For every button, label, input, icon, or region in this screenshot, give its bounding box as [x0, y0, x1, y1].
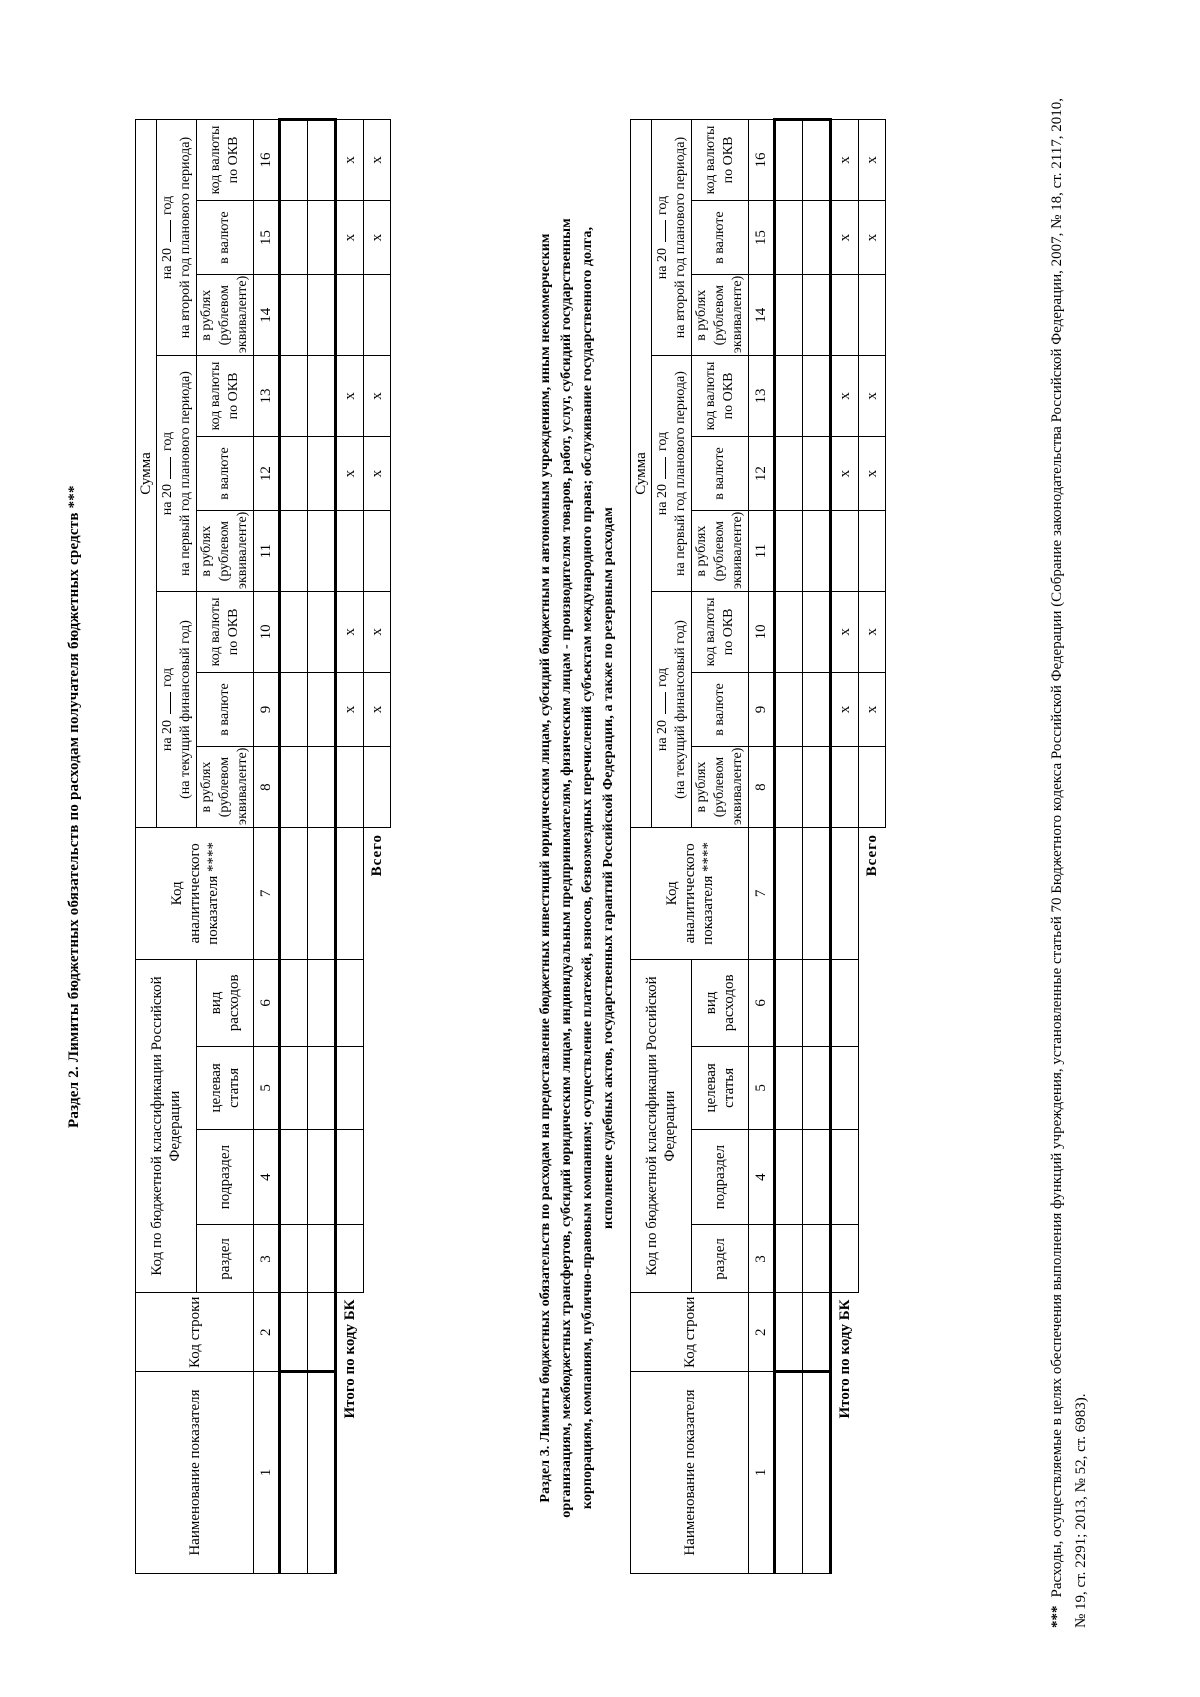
table-cell[interactable] [803, 1372, 831, 1574]
column-number: 13 [749, 356, 775, 437]
document-page [30, 28, 1170, 1668]
header-rub: в рублях (рублевом эквиваленте) [692, 275, 749, 356]
table-cell[interactable] [803, 1225, 831, 1293]
x-mark: x [831, 592, 859, 673]
table-cell[interactable] [336, 1046, 364, 1129]
x-mark: x [364, 120, 391, 201]
column-number: 3 [254, 1225, 280, 1293]
table-cell[interactable] [280, 592, 308, 673]
x-mark: x [336, 672, 364, 746]
column-number: 14 [749, 275, 775, 356]
header-rub: в рублях (рублевом эквиваленте) [692, 511, 749, 592]
x-mark: x [859, 436, 886, 510]
table-row [280, 120, 308, 1574]
column-number: 5 [254, 1046, 280, 1129]
table-cell[interactable] [775, 959, 803, 1046]
table-cell[interactable] [280, 1129, 308, 1225]
total-all-row [859, 120, 886, 1574]
table-cell[interactable] [831, 1129, 859, 1225]
table-cell[interactable] [308, 275, 336, 356]
column-number: 5 [749, 1046, 775, 1129]
total-all-label: Всего [864, 833, 881, 877]
table-cell[interactable] [775, 1293, 803, 1372]
table-cell[interactable] [280, 827, 308, 959]
table-cell[interactable] [803, 827, 831, 959]
column-number: 11 [749, 511, 775, 592]
x-mark: x [831, 120, 859, 201]
column-number: 14 [254, 275, 280, 356]
header-razdel: раздел [197, 1225, 254, 1293]
header-second-plan-year: на 20 год на второй год планового периода) [157, 120, 197, 356]
table-cell[interactable] [803, 511, 831, 592]
column-number: 8 [254, 747, 280, 828]
table-cell[interactable] [336, 747, 364, 828]
header-okv: код валюты по ОКВ [692, 120, 749, 201]
table-cell[interactable] [775, 356, 803, 437]
column-number: 2 [254, 1293, 280, 1372]
section2-table [135, 118, 391, 1574]
total-bk-row [831, 120, 859, 1574]
table-cell[interactable] [831, 1046, 859, 1129]
table-cell[interactable] [803, 356, 831, 437]
x-mark: x [831, 436, 859, 510]
header-okv: код валюты по ОКВ [692, 592, 749, 673]
column-number: 15 [749, 200, 775, 274]
table-cell[interactable] [308, 356, 336, 437]
table-cell[interactable] [280, 959, 308, 1046]
header-expense-type: вид расходов [197, 959, 254, 1046]
column-number: 10 [254, 592, 280, 673]
table-cell[interactable] [280, 436, 308, 510]
header-razdel: раздел [692, 1225, 749, 1293]
table-cell[interactable] [831, 959, 859, 1046]
table-cell[interactable] [280, 120, 308, 201]
header-okv: код валюты по ОКВ [692, 356, 749, 437]
header-analytic-code: Код аналитического показателя **** [631, 827, 749, 959]
table-cell[interactable] [280, 356, 308, 437]
table-cell[interactable] [775, 1372, 803, 1574]
header-name: Наименование показателя [631, 1372, 749, 1574]
x-mark: x [364, 672, 391, 746]
column-number: 6 [749, 959, 775, 1046]
total-all-label: Всего [369, 833, 386, 877]
header-bk-code: Код по бюджетной классификации Российской Федерации [136, 959, 197, 1293]
section2-title: Раздел 2. Лимиты бюджетных обязательств по расходам получателя бюджетных средств *** [66, 485, 82, 1128]
x-mark: x [336, 592, 364, 673]
header-target-article: целевая статья [197, 1046, 254, 1129]
table-cell[interactable] [280, 1293, 308, 1372]
header-sum: Сумма [631, 120, 652, 828]
column-number: 1 [254, 1372, 280, 1574]
column-number: 16 [254, 120, 280, 201]
table-cell[interactable] [775, 275, 803, 356]
column-number: 7 [749, 827, 775, 959]
column-number: 4 [749, 1129, 775, 1225]
header-row-code: Код строки [136, 1293, 254, 1372]
x-mark: x [859, 672, 886, 746]
table-cell[interactable] [280, 1372, 308, 1574]
column-number: 10 [749, 592, 775, 673]
section3-title: Раздел 3. Лимиты бюджетных обязательств по расходам на предоставление бюджетных инвестиций юридическим лицам, субсидий бюджетным и автономным учреждениям, иным некоммерческим организациям, межбюджетных трансфертов, субсидий юридическим лицам, индивидуальным предпринимателям, физическим лицам - производителям товаров, работ, услуг, субсидий государственным корпорациям, компаниям, публично-правовым компаниям; осуществление платежей, взносов, безвозмездных перечислений субъектам международного права; обслуживание государственного долга, исполнение судебных актов, государственных гарантий Российской Федерации, а также по резервным расходам [538, 218, 616, 1518]
column-number: 16 [749, 120, 775, 201]
x-mark: x [859, 356, 886, 437]
table-cell[interactable] [803, 436, 831, 510]
table-cell[interactable] [775, 672, 803, 746]
table-cell[interactable] [336, 275, 364, 356]
x-mark: x [859, 592, 886, 673]
column-number: 12 [749, 436, 775, 510]
header-podrazdel: подраздел [197, 1129, 254, 1225]
table-cell[interactable] [775, 1225, 803, 1293]
x-mark: x [364, 436, 391, 510]
x-mark: x [364, 592, 391, 673]
header-bk-code: Код по бюджетной классификации Российской Федерации [631, 959, 692, 1293]
header-currency: в валюте [692, 436, 749, 510]
header-rub: в рублях (рублевом эквиваленте) [197, 747, 254, 828]
total-bk-row [336, 120, 364, 1574]
table-cell[interactable] [775, 592, 803, 673]
table-cell[interactable] [803, 1046, 831, 1129]
column-number: 9 [254, 672, 280, 746]
header-currency: в валюте [197, 672, 254, 746]
table-cell[interactable] [280, 1225, 308, 1293]
header-name: Наименование показателя [136, 1372, 254, 1574]
table-row [775, 120, 803, 1574]
column-number: 3 [749, 1225, 775, 1293]
header-rub: в рублях (рублевом эквиваленте) [692, 747, 749, 828]
column-number: 2 [749, 1293, 775, 1372]
table-cell[interactable] [775, 747, 803, 828]
table-row [308, 120, 336, 1574]
table-cell[interactable] [336, 959, 364, 1046]
column-number: 12 [254, 436, 280, 510]
x-mark: x [336, 356, 364, 437]
footnote [1045, 88, 1093, 1628]
header-okv: код валюты по ОКВ [197, 592, 254, 673]
table-cell[interactable] [775, 511, 803, 592]
table-cell[interactable] [859, 275, 886, 356]
header-currency: в валюте [197, 436, 254, 510]
table-cell[interactable] [280, 1046, 308, 1129]
table-cell[interactable] [308, 436, 336, 510]
x-mark: x [336, 436, 364, 510]
table-cell[interactable] [831, 511, 859, 592]
x-mark: x [831, 200, 859, 274]
x-mark: x [859, 120, 886, 201]
table-cell[interactable] [803, 592, 831, 673]
table-cell[interactable] [775, 120, 803, 201]
x-mark: x [336, 120, 364, 201]
x-mark: x [364, 200, 391, 274]
table-cell[interactable] [364, 747, 391, 828]
header-first-plan-year: на 20 год на первый год планового периода) [652, 356, 692, 592]
table-cell[interactable] [308, 511, 336, 592]
header-okv: код валюты по ОКВ [197, 356, 254, 437]
table-cell[interactable] [775, 436, 803, 510]
column-number: 9 [749, 672, 775, 746]
header-first-plan-year: на 20 год на первый год планового периода) [157, 356, 197, 592]
table-cell[interactable] [336, 1225, 364, 1293]
x-mark: x [336, 200, 364, 274]
table-cell[interactable] [280, 511, 308, 592]
header-analytic-code: Код аналитического показателя **** [136, 827, 254, 959]
table-cell[interactable] [831, 827, 859, 959]
header-current-year: на 20 год (на текущий финансовый год) [652, 592, 692, 828]
header-rub: в рублях (рублевом эквиваленте) [197, 275, 254, 356]
table-cell[interactable] [775, 1046, 803, 1129]
table-cell[interactable] [308, 1046, 336, 1129]
table-cell[interactable] [308, 1225, 336, 1293]
column-number: 8 [749, 747, 775, 828]
total-bk-label: Итого по коду БК [342, 1299, 359, 1419]
table-cell[interactable] [308, 827, 336, 959]
header-expense-type: вид расходов [692, 959, 749, 1046]
header-currency: в валюте [692, 672, 749, 746]
header-currency: в валюте [692, 200, 749, 274]
table-cell[interactable] [308, 672, 336, 746]
column-number: 1 [749, 1372, 775, 1574]
table-cell[interactable] [280, 747, 308, 828]
table-cell[interactable] [803, 275, 831, 356]
table-row [803, 120, 831, 1574]
header-okv: код валюты по ОКВ [197, 120, 254, 201]
footnote-mark: *** [1049, 1605, 1065, 1628]
table-cell[interactable] [336, 511, 364, 592]
table-cell[interactable] [308, 959, 336, 1046]
total-bk-label: Итого по коду БК [837, 1299, 854, 1419]
column-number: 7 [254, 827, 280, 959]
table-cell[interactable] [308, 120, 336, 201]
header-sum: Сумма [136, 120, 157, 828]
x-mark: x [831, 672, 859, 746]
table-cell[interactable] [775, 827, 803, 959]
x-mark: x [859, 200, 886, 274]
table-cell[interactable] [775, 200, 803, 274]
table-cell[interactable] [775, 1129, 803, 1225]
header-current-year: на 20 год (на текущий финансовый год) [157, 592, 197, 828]
header-row-code: Код строки [631, 1293, 749, 1372]
table-cell[interactable] [308, 1293, 336, 1372]
column-number: 6 [254, 959, 280, 1046]
table-cell[interactable] [308, 1372, 336, 1574]
footnote-text: Расходы, осуществляемые в целях обеспечения выполнения функций учреждения, установленные статьей 70 Бюджетного кодекса Российской Федерации (Собрание законодательства Российской Федерации, 2007, № 18, ст. 2117, 2010, № 19, ст. 2291; 2013, № 52, ст. 6983). [1049, 98, 1089, 1628]
column-number: 4 [254, 1129, 280, 1225]
table-cell[interactable] [803, 672, 831, 746]
table-cell[interactable] [859, 747, 886, 828]
table-cell[interactable] [336, 1129, 364, 1225]
column-number: 15 [254, 200, 280, 274]
table-cell[interactable] [831, 275, 859, 356]
table-cell[interactable] [308, 592, 336, 673]
column-number: 11 [254, 511, 280, 592]
table-cell[interactable] [831, 1225, 859, 1293]
section3-table [630, 118, 886, 1574]
header-currency: в валюте [197, 200, 254, 274]
header-podrazdel: подраздел [692, 1129, 749, 1225]
table-cell[interactable] [364, 511, 391, 592]
table-cell[interactable] [831, 747, 859, 828]
table-cell[interactable] [859, 511, 886, 592]
table-cell[interactable] [308, 747, 336, 828]
table-cell[interactable] [803, 959, 831, 1046]
table-cell[interactable] [803, 1129, 831, 1225]
table-cell[interactable] [336, 827, 364, 959]
header-target-article: целевая статья [692, 1046, 749, 1129]
table-cell[interactable] [308, 200, 336, 274]
total-all-row [364, 120, 391, 1574]
column-number: 13 [254, 356, 280, 437]
header-rub: в рублях (рублевом эквиваленте) [197, 511, 254, 592]
header-second-plan-year: на 20 год на второй год планового периода) [652, 120, 692, 356]
table-cell[interactable] [308, 1129, 336, 1225]
x-mark: x [831, 356, 859, 437]
table-cell[interactable] [364, 275, 391, 356]
table-cell[interactable] [280, 672, 308, 746]
table-cell[interactable] [280, 275, 308, 356]
table-cell[interactable] [280, 200, 308, 274]
table-cell[interactable] [803, 120, 831, 201]
table-cell[interactable] [803, 747, 831, 828]
x-mark: x [364, 356, 391, 437]
table-cell[interactable] [803, 1293, 831, 1372]
table-cell[interactable] [803, 200, 831, 274]
